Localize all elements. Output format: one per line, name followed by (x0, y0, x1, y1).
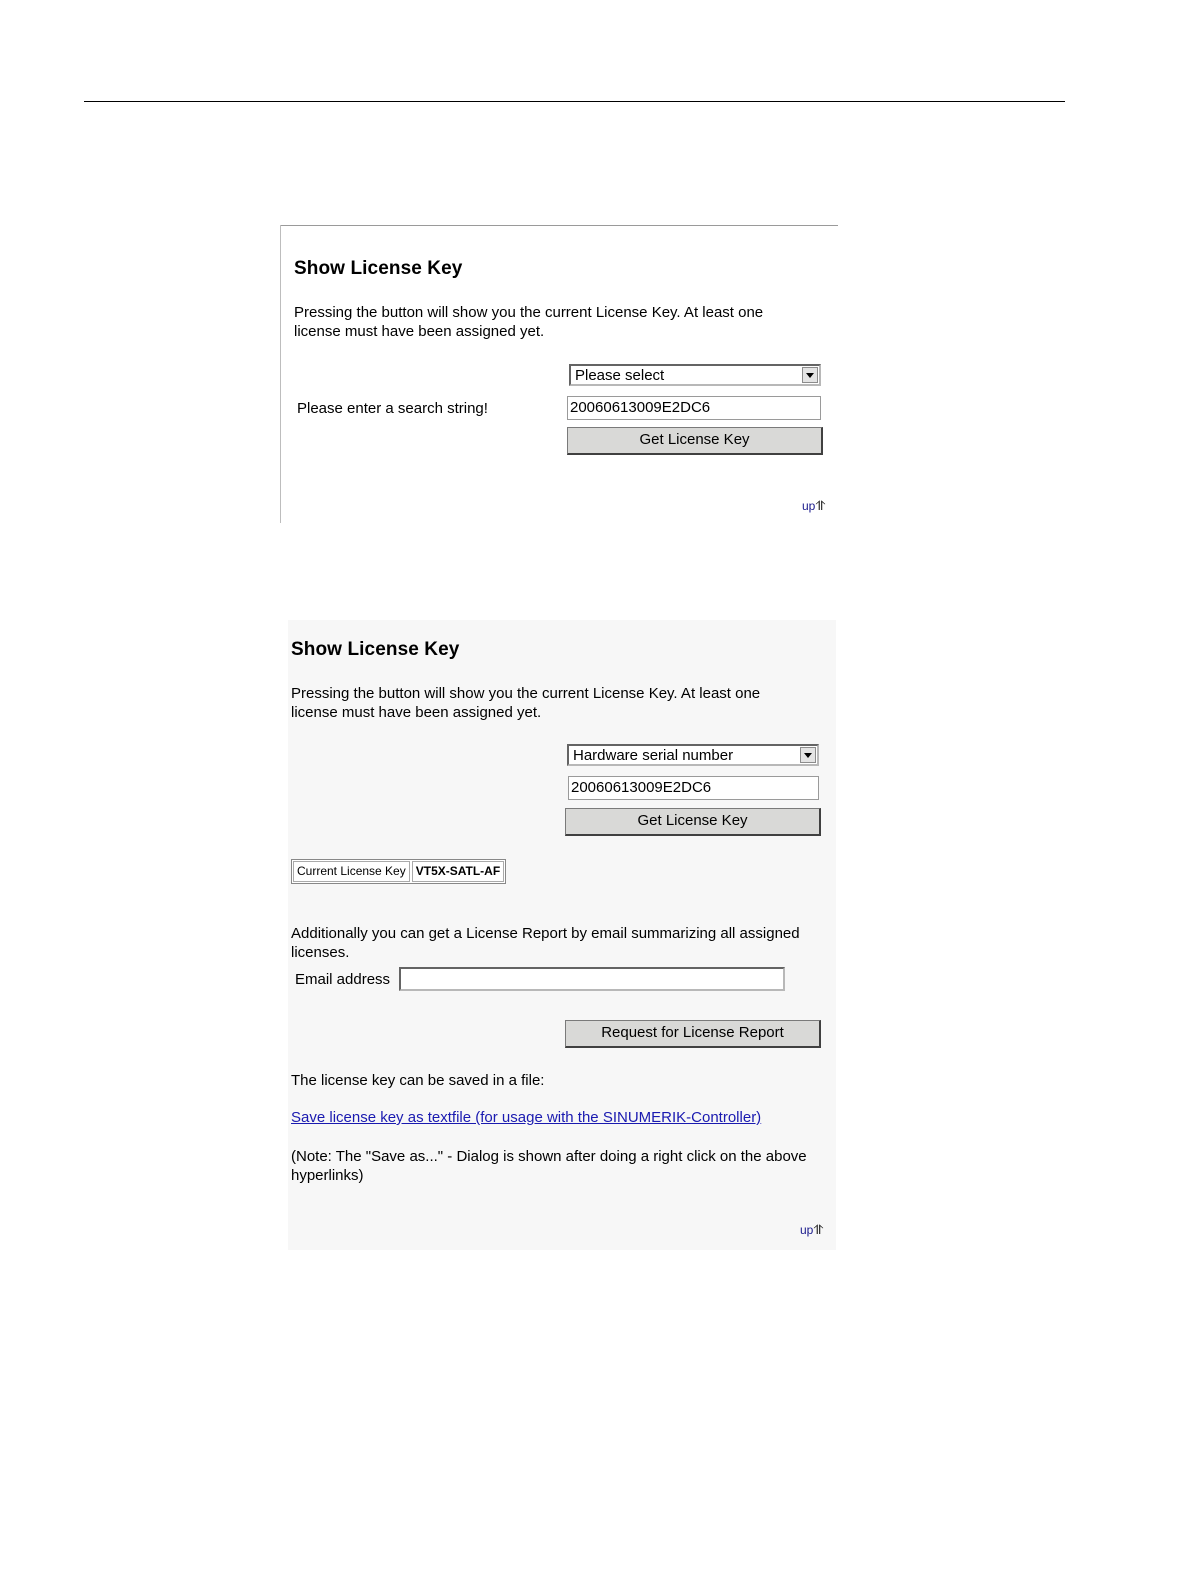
page-title: Show License Key (291, 639, 460, 660)
chevron-down-icon[interactable] (802, 367, 818, 383)
page-header-rule (84, 101, 1065, 102)
search-type-select-value: Please select (575, 367, 665, 384)
email-address-label: Email address (295, 971, 391, 988)
current-license-key-table (291, 859, 506, 884)
show-license-key-panel-result (288, 620, 836, 1250)
search-string-input[interactable]: 20060613009E2DC6 (568, 776, 819, 800)
panel-left-border (280, 225, 281, 523)
save-file-text: The license key can be saved in a file: (291, 1072, 545, 1089)
description-text: Pressing the button will show you the current License Key. At least one license must have been assigned yet. (291, 685, 761, 721)
search-string-input[interactable]: 20060613009E2DC6 (567, 396, 821, 420)
up-arrow-icon: ⥣ (815, 498, 825, 513)
up-link[interactable] (800, 1222, 823, 1238)
panel-top-border (280, 225, 838, 226)
description-text: Pressing the button will show you the current License Key. At least one license must have been assigned yet. (294, 304, 764, 340)
get-license-key-button[interactable]: Get License Key (567, 427, 823, 455)
up-link-label: up (800, 1223, 814, 1237)
current-license-key-label: Current License Key (293, 861, 410, 882)
search-type-select[interactable] (567, 744, 819, 766)
save-license-key-link[interactable]: Save license key as textfile (for usage with the SINUMERIK-Controller) (291, 1109, 762, 1126)
save-as-note: (Note: The "Save as..." - Dialog is shown after doing a right click on the above hyperlinks) (291, 1148, 807, 1184)
up-link[interactable] (802, 498, 825, 514)
request-license-report-button[interactable]: Request for License Report (565, 1020, 821, 1048)
license-report-text: Additionally you can get a License Report by email summarizing all assigned licenses. (291, 925, 800, 961)
up-arrow-icon: ⥣ (813, 1222, 823, 1237)
search-string-label: Please enter a search string! (297, 400, 488, 417)
email-address-input[interactable] (399, 967, 785, 991)
search-type-select[interactable] (569, 364, 821, 386)
show-license-key-panel-initial (280, 225, 838, 523)
chevron-down-icon[interactable] (800, 747, 816, 763)
up-link-label: up (802, 499, 816, 513)
page-title: Show License Key (294, 258, 463, 279)
get-license-key-button[interactable]: Get License Key (565, 808, 821, 836)
current-license-key-value: VT5X-SATL-AF (412, 861, 504, 882)
search-type-select-value: Hardware serial number (573, 747, 734, 764)
